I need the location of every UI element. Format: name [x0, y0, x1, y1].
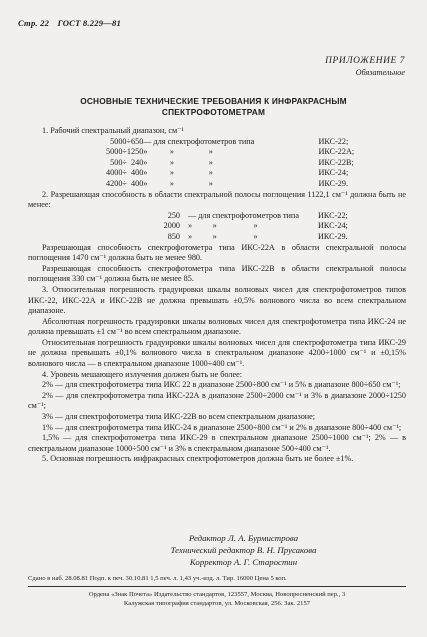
range-value: 4200÷ 400	[106, 178, 144, 188]
print-imprint: Сдано в наб. 28.08.81 Подп. к печ. 30.10.81 1,5 печ. л. 1,43 уч.-изд. л. Тир. 16000 Цена 5 коп.	[28, 575, 287, 582]
resolution-row	[118, 211, 406, 222]
range-type: ИКС-22;	[318, 136, 349, 146]
range-type: ИКС-22А;	[318, 147, 355, 157]
resolution-value: 250	[167, 210, 180, 220]
paragraph-3b: Относительная погрешность градуировки шкалы волновых чисел для спектрофотометра типа ИКС-29 не должна превышать ±0,1% волнового числа в спектральном диапазоне 4200÷1000 см⁻¹ и ±0,15% волнового числа — в спектральном диапазоне 1000÷400 см⁻¹.	[28, 337, 406, 369]
range-value: 500÷ 240	[110, 157, 144, 167]
item-1: 1. Рабочий спектральный диапазон, см⁻¹	[42, 126, 184, 135]
section-title	[40, 96, 387, 117]
divider	[28, 586, 406, 587]
range-row	[46, 147, 406, 158]
resolution-desc: » » »	[188, 221, 258, 231]
range-type: ИКС-24;	[318, 168, 349, 178]
range-value: 5000÷1250	[106, 147, 144, 157]
item-4: 4. Уровень мешающего излучения должен быть не более:	[42, 369, 243, 379]
appendix-label	[325, 56, 405, 77]
tech-editor-credit: Технический редактор В. Н. Прусакова	[170, 545, 317, 555]
level-ics-22b: 3% — для спектрофотометра типа ИКС-22В во всем спектральном диапазоне;	[42, 412, 316, 422]
paragraph-3a: Абсолютная погрешность градуировки шкалы волновых чисел для спектрофотометра типа ИКС-24 не должна превышать ±1 см⁻¹ во всем спектральном диапазоне.	[28, 316, 406, 337]
item-2: 2. Разрешающая способность в области спектральной полосы поглощения 1122,1 см⁻¹ должна быть не менее:	[28, 189, 406, 210]
resolution-desc: » » »	[188, 231, 258, 241]
paragraph-2a: Разрешающая способность спектрофотометра типа ИКС-22А в области спектральной полосы поглощения 1470 см⁻¹ должна быть не менее 980.	[28, 242, 406, 263]
range-desc: — для спектрофотометров типа	[143, 136, 255, 146]
resolution-type: ИКС-24;	[318, 221, 348, 231]
appendix-status: Обязательное	[355, 68, 405, 77]
document-body	[28, 126, 406, 465]
item-3: 3. Относительная погрешность градуировки шкалы волновых чисел для спектрофотометров типов ИКС-22, ИКС-22А и ИКС-22В не должна превышать ±0,5% волнового числа во всем спектральном диапазоне.	[28, 284, 406, 316]
publisher-line-2: Калужская типография стандартов, ул. Московская, 256. Зак. 2157	[123, 600, 311, 607]
publisher-footer	[28, 590, 406, 608]
range-desc: » » »	[143, 147, 213, 157]
proofreader-credit: Корректор А. Г. Старостин	[189, 557, 298, 567]
range-row	[46, 137, 406, 148]
level-ics-22a: 2% — для спектрофотометра типа ИКС-22А в диапазоне 2500÷2000 см⁻¹ и 3% в диапазоне 2000÷1250 см⁻¹;	[28, 390, 406, 411]
range-value: 4000÷ 400	[106, 168, 144, 178]
resolution-value: 850	[167, 231, 180, 241]
standard-code: ГОСТ 8.229—81	[57, 18, 122, 28]
paragraph-2b: Разрешающая способность спектрофотометра типа ИКС-22В в области спектральной полосы поглощения 330 см⁻¹ должна быть не менее 85.	[28, 263, 406, 284]
range-desc: » » »	[143, 157, 213, 167]
credits-block	[0, 532, 427, 568]
title-line-2: СПЕКТРОФОТОМЕТРАМ	[161, 106, 266, 117]
page-number: Стр. 22	[18, 18, 50, 28]
range-desc: » » »	[143, 168, 213, 178]
appendix-number: ПРИЛОЖЕНИЕ 7	[325, 56, 405, 66]
range-row	[46, 158, 406, 169]
resolution-row	[118, 232, 406, 243]
resolution-type: ИКС-29.	[318, 231, 348, 241]
resolution-row	[118, 221, 406, 232]
publisher-line-1: Ордена «Знак Почета» Издательство стандартов, 123557, Москва, Новопресненский пер., 3	[88, 591, 346, 598]
resolution-value: 2000	[163, 221, 180, 231]
level-ics-22: 2% — для спектрофотометра типа ИКС 22 в диапазоне 2500÷800 см⁻¹ и 5% в диапазоне 800÷650 см⁻¹;	[42, 380, 401, 390]
range-row	[46, 168, 406, 179]
range-row	[46, 179, 406, 190]
editor-credit: Редактор Л. А. Бурмистрова	[188, 533, 299, 543]
level-ics-29: 1,5% — для спектрофотометра типа ИКС-29 в спектральном диапазоне 2500÷1000 см⁻¹; 2% — в спектральном диапазоне 1000÷500 см⁻¹ и 3% в спектральном диапазоне 500÷400 см⁻¹.	[28, 433, 406, 453]
resolution-type: ИКС-22;	[318, 210, 348, 220]
range-desc: » » »	[143, 178, 213, 188]
range-table	[28, 137, 406, 190]
resolution-table	[28, 211, 406, 243]
range-type: ИКС-22В;	[318, 157, 354, 167]
title-line-1: ОСНОВНЫЕ ТЕХНИЧЕСКИЕ ТРЕБОВАНИЯ К ИНФРАКРАСНЫМ	[80, 96, 347, 106]
running-header	[18, 18, 127, 28]
item-5: 5. Основная погрешность инфракрасных спектрофотометров должна быть не более ±1%.	[42, 454, 354, 464]
resolution-desc: — для спектрофотометров типа	[188, 210, 299, 220]
range-type: ИКС-29.	[318, 178, 349, 188]
range-value: 5000÷650	[110, 136, 144, 146]
level-ics-24: 1% — для спектрофотометра типа ИКС-24 в диапазоне 2500÷800 см⁻¹ и 2% в диапазоне 800÷400 см⁻¹;	[42, 422, 402, 432]
